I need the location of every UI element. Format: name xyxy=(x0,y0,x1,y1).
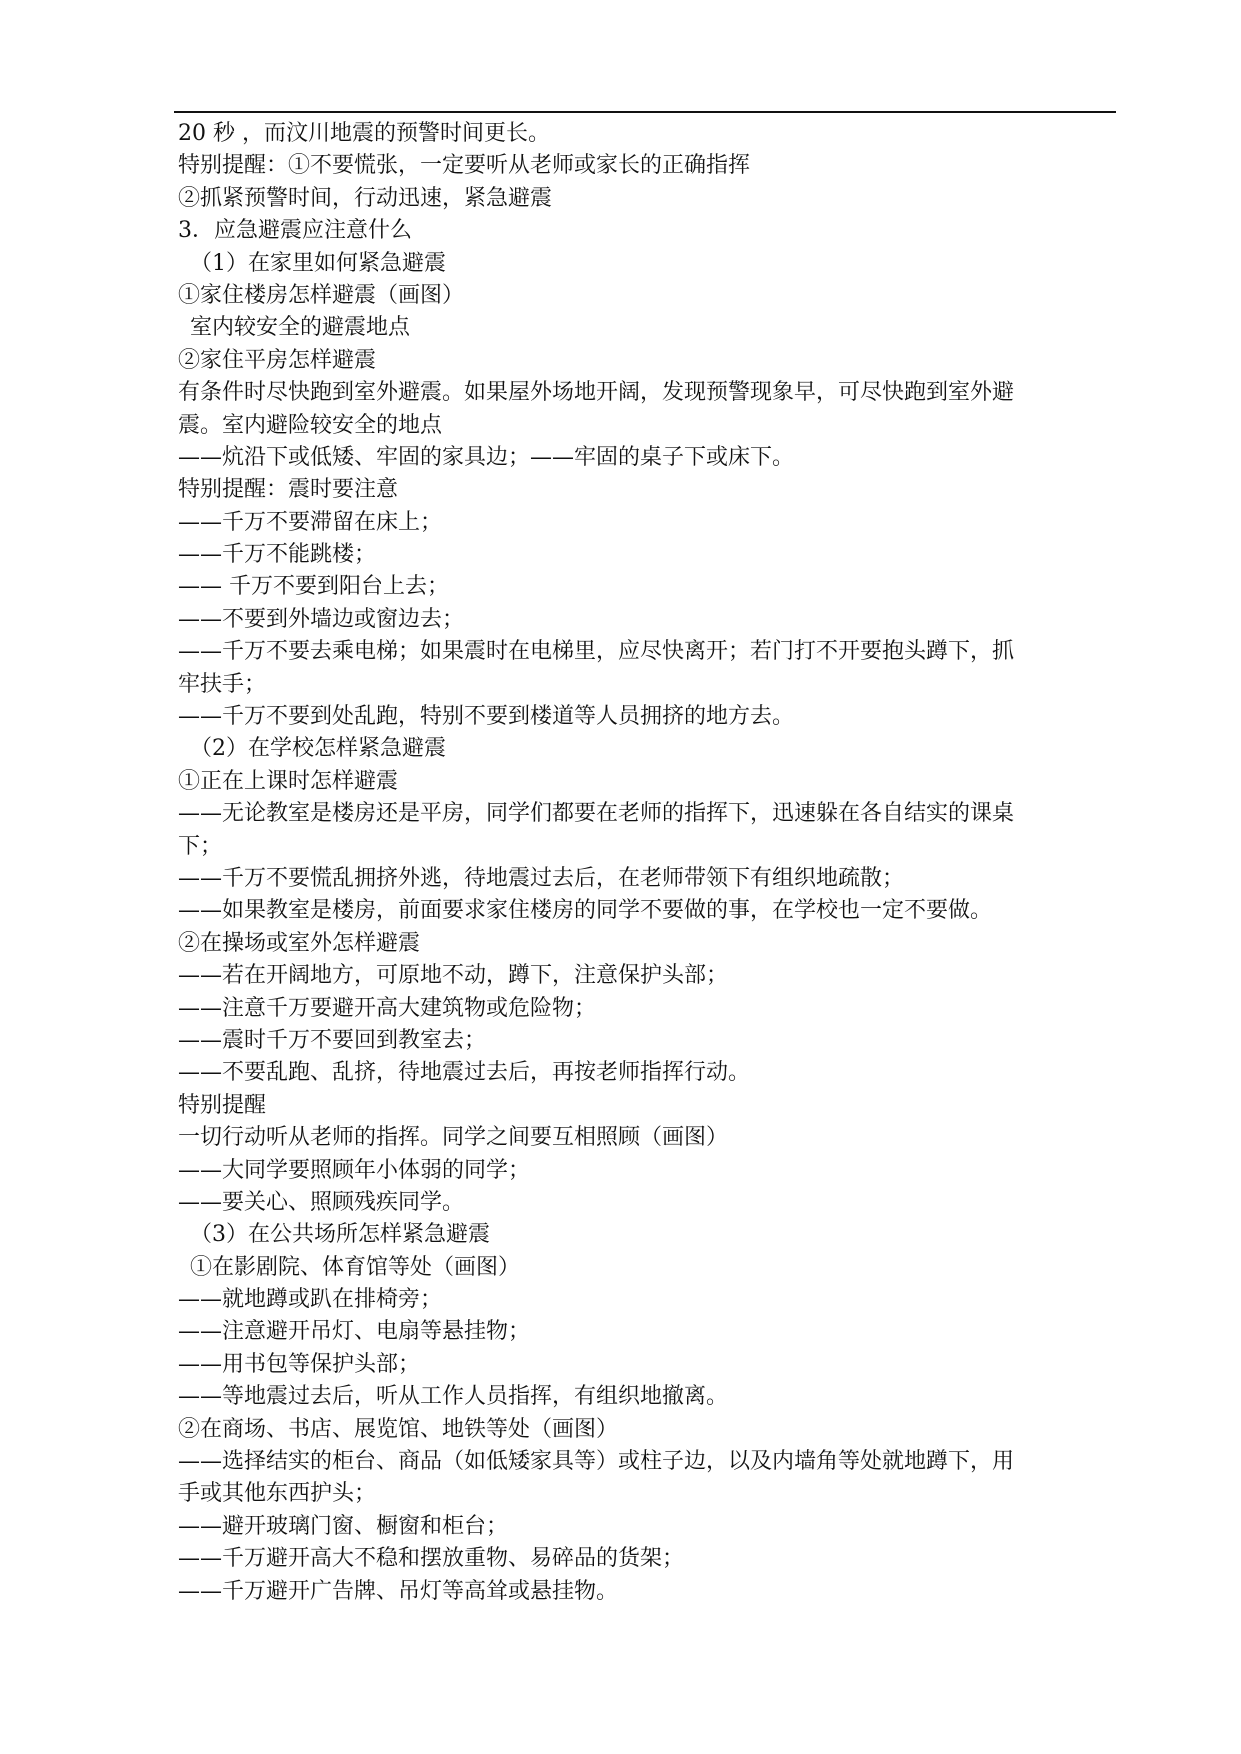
text-line: ——千万不要慌乱拥挤外逃，待地震过去后，在老师带领下有组织地疏散； xyxy=(178,865,905,891)
text-line: —— 千万不要到阳台上去； xyxy=(178,574,449,600)
text-line: 手或其他东西护头； xyxy=(178,1481,377,1507)
text-line: ——等地震过去后，听从工作人员指挥，有组织地撤离。 xyxy=(178,1384,729,1410)
text-line: ——要关心、照顾残疾同学。 xyxy=(178,1189,465,1215)
text-line: ②家住平房怎样避震 xyxy=(178,347,377,373)
text-line: ——千万不能跳楼； xyxy=(178,542,377,568)
text-line: 牢扶手； xyxy=(178,671,267,697)
text-line: ——注意避开吊灯、电扇等悬挂物； xyxy=(178,1319,531,1345)
subsection-heading: （3）在公共场所怎样紧急避震 xyxy=(190,1222,490,1248)
section-heading: 3．应急避震应注意什么 xyxy=(178,218,412,244)
text-line: 有条件时尽快跑到室外避震。如果屋外场地开阔，发现预警现象早，可尽快跑到室外避 xyxy=(178,380,1015,406)
text-line: ——千万避开高大不稳和摆放重物、易碎品的货架； xyxy=(178,1546,685,1572)
text-line: 特别提醒：①不要慌张，一定要听从老师或家长的正确指挥 xyxy=(178,153,751,179)
text-line: 震。室内避险较安全的地点 xyxy=(178,412,443,438)
text-line: ——就地蹲或趴在排椅旁； xyxy=(178,1287,443,1313)
text-line: ——千万不要去乘电梯；如果震时在电梯里，应尽快离开；若门打不开要抱头蹲下，抓 xyxy=(178,639,1015,665)
text-line: 下； xyxy=(178,833,223,859)
text-line: ——用书包等保护头部； xyxy=(178,1351,421,1377)
text-line: ——若在开阔地方，可原地不动，蹲下，注意保护头部； xyxy=(178,963,729,989)
text-line: 特别提醒：震时要注意 xyxy=(178,477,399,503)
text-line: ——震时千万不要回到教室去； xyxy=(178,1027,487,1053)
text-line: ①正在上课时怎样避震 xyxy=(178,768,399,794)
text-line: ——不要到外墙边或窗边去； xyxy=(178,606,465,632)
text-line: ——注意千万要避开高大建筑物或危险物； xyxy=(178,995,597,1021)
text-line: ——大同学要照顾年小体弱的同学； xyxy=(178,1157,531,1183)
text-line: 特别提醒 xyxy=(178,1092,267,1118)
text-line: ——如果教室是楼房，前面要求家住楼房的同学不要做的事，在学校也一定不要做。 xyxy=(178,898,993,924)
text-line: ——无论教室是楼房还是平房，同学们都要在老师的指挥下，迅速躲在各自结实的课桌 xyxy=(178,801,1015,827)
text-line: ——不要乱跑、乱挤，待地震过去后，再按老师指挥行动。 xyxy=(178,1060,751,1086)
text-line: ②在商场、书店、展览馆、地铁等处（画图） xyxy=(178,1416,619,1442)
text-line: 一切行动听从老师的指挥。同学之间要互相照顾（画图） xyxy=(178,1125,729,1151)
text-line: ——炕沿下或低矮、牢固的家具边；——牢固的桌子下或床下。 xyxy=(178,444,795,470)
text-line: ②在操场或室外怎样避震 xyxy=(178,930,421,956)
text-line: ——千万不要滞留在床上； xyxy=(178,509,443,535)
text-line: ——千万不要到处乱跑，特别不要到楼道等人员拥挤的地方去。 xyxy=(178,704,795,730)
text-line: ①在影剧院、体育馆等处（画图） xyxy=(190,1254,521,1280)
subsection-heading: （2）在学校怎样紧急避震 xyxy=(190,736,446,762)
document-body xyxy=(178,118,1116,1608)
text-line: 室内较安全的避震地点 xyxy=(190,315,411,341)
text-line: ——选择结实的柜台、商品（如低矮家具等）或柱子边，以及内墙角等处就地蹲下，用 xyxy=(178,1449,1015,1475)
text-line: ——千万避开广告牌、吊灯等高耸或悬挂物。 xyxy=(178,1578,619,1604)
header-rule xyxy=(174,111,1116,113)
text-line: ①家住楼房怎样避震（画图） xyxy=(178,282,465,308)
subsection-heading: （1）在家里如何紧急避震 xyxy=(190,250,446,276)
text-line: ——避开玻璃门窗、橱窗和柜台； xyxy=(178,1513,509,1539)
text-line: ②抓紧预警时间，行动迅速，紧急避震 xyxy=(178,185,553,211)
text-line: 20 秒 ，而汶川地震的预警时间更长。 xyxy=(178,121,550,146)
